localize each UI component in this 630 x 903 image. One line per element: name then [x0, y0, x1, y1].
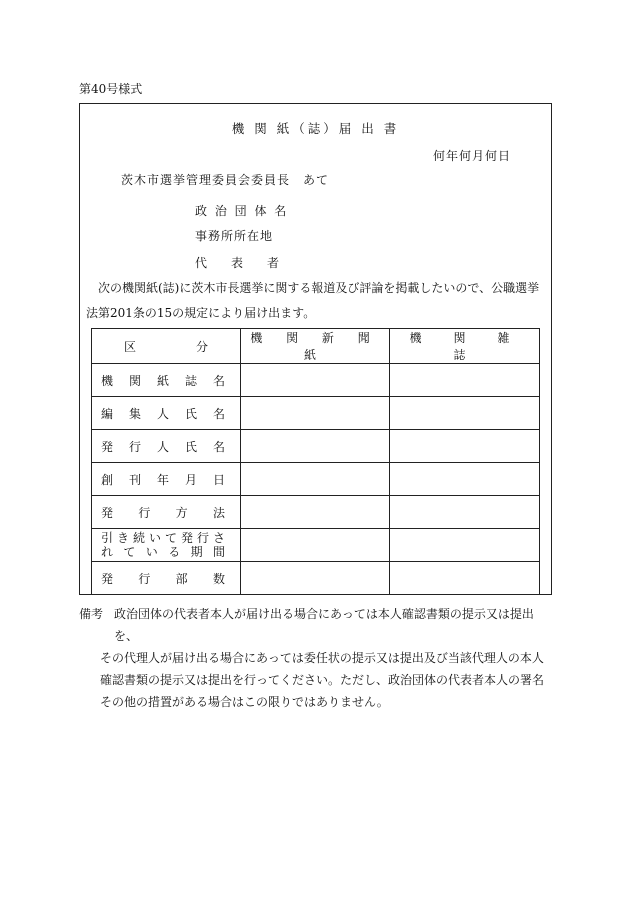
header-category: 区 分 — [92, 329, 241, 364]
remarks-line2: その代理人が届け出る場合にあっては委任状の提示又は提出及び当該代理人の本人確認書類の提示又は提出を行ってください。ただし、政治団体の代表者本人の署名その他の措置がある場合はこの限りではありません。 — [100, 651, 545, 709]
cell-magazine-circulation[interactable] — [390, 562, 540, 595]
header-newspaper: 機 関 新 聞 紙 — [241, 329, 390, 364]
cell-magazine-publisher[interactable] — [390, 430, 540, 463]
row-label-circulation: 発行部数 — [92, 562, 241, 595]
table-row — [92, 463, 540, 496]
cell-magazine-founding-date[interactable] — [390, 463, 540, 496]
form-frame — [79, 103, 552, 595]
party-name-label: 政 治 団 体 名 — [195, 204, 289, 218]
table-row — [92, 496, 540, 529]
row-label-continuous-period — [92, 529, 241, 562]
row-label-editor: 編集人氏名 — [92, 397, 241, 430]
row-label-publication-method: 発行方法 — [92, 496, 241, 529]
table-row — [92, 364, 540, 397]
cell-magazine-publication-name[interactable] — [390, 364, 540, 397]
row-label-publisher: 発行人氏名 — [92, 430, 241, 463]
table-row — [92, 562, 540, 595]
office-address-label: 事務所所在地 — [195, 229, 274, 243]
remarks-heading: 備考 — [79, 607, 104, 621]
cell-newspaper-publication-name[interactable] — [241, 364, 390, 397]
date-line: 何年何月何日 — [432, 149, 511, 163]
remarks — [79, 603, 554, 713]
form-number: 第40号様式 — [79, 82, 143, 96]
cell-newspaper-founding-date[interactable] — [241, 463, 390, 496]
cell-magazine-continuous-period[interactable] — [390, 529, 540, 562]
row-label-publication-name: 機関紙誌名 — [92, 364, 241, 397]
cell-newspaper-editor[interactable] — [241, 397, 390, 430]
header-magazine: 機 関 雑 誌 — [390, 329, 540, 364]
form-title: 機 関 紙（誌）届 出 書 — [231, 121, 400, 136]
remarks-line1: 政治団体の代表者本人が届け出る場合にあっては本人確認書類の提示又は提出を、 — [114, 607, 534, 643]
table-header-row — [92, 329, 540, 364]
representative-label: 代 表 者 — [195, 256, 280, 270]
table-row — [92, 397, 540, 430]
cell-newspaper-publisher[interactable] — [241, 430, 390, 463]
row-label-continuous-period-line2: れている期間 — [101, 545, 225, 559]
table-row — [92, 430, 540, 463]
row-label-founding-date: 創刊年月日 — [92, 463, 241, 496]
cell-newspaper-publication-method[interactable] — [241, 496, 390, 529]
row-label-continuous-period-line1: 引き続いて発行さ — [101, 531, 225, 545]
cell-newspaper-continuous-period[interactable] — [241, 529, 390, 562]
cell-magazine-publication-method[interactable] — [390, 496, 540, 529]
registration-table — [91, 328, 540, 595]
addressee: 茨木市選挙管理委員会委員長 あて — [121, 173, 330, 187]
body-text: 次の機関紙(誌)に茨木市長選挙に関する報道及び評論を掲載したいので、公職選挙法第201条の15の規定により届け出ます。 — [86, 281, 540, 320]
cell-magazine-editor[interactable] — [390, 397, 540, 430]
cell-newspaper-circulation[interactable] — [241, 562, 390, 595]
table-row — [92, 529, 540, 562]
